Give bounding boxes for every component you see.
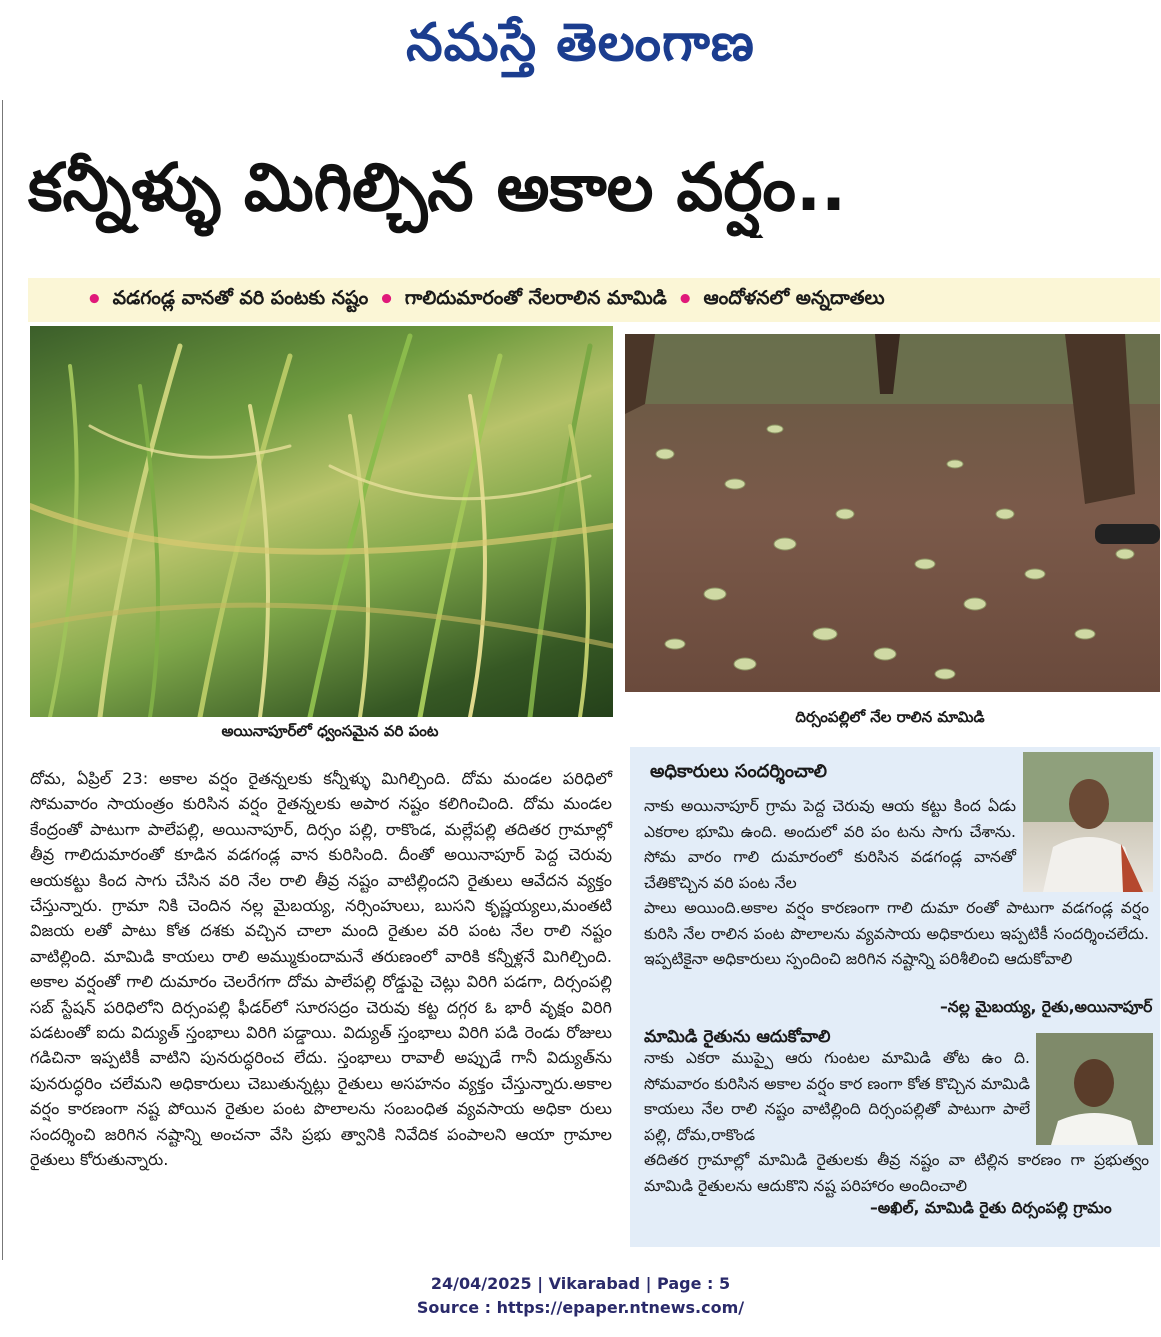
subheadline-item: ఆందోళనలో అన్నదాతలు bbox=[703, 286, 885, 309]
sidebar-heading-2: మామిడి రైతును ఆదుకోవాలి bbox=[644, 1027, 831, 1047]
subheadline-item: గాలిదుమారంతో నేలరాలిన మామిడి bbox=[404, 286, 667, 309]
article-text: దోమ, ఏప్రిల్ 23: అకాల వర్షం రైతన్నలకు కన్నీళ్ళు మిగిల్చింది. దోమ మండల పరిధిలో సోమవారం సాయంత్రం కురిసిన వర్షం రైతన్నలకు అపార నష్టం కలిగించింది. దోమ మండల కేంద్రంతో పాటుగా పాలేపల్లి, అయినాపూర్, దిర్సం పల్లి, రాకొండ, మల్లేపల్లి తదితర గ్రామాల్లో తీవ్ర గాలిదుమారంతో కూడిన వడగండ్ల వాన కురిసింది. దీంతో అయినాపూర్ పెద్ద చెరువు ఆయకట్టు కింద సాగు చేసిన వరి నేల రాలి తీవ్ర నష్టం వాటిల్లిందని రైతులు ఆవేదన వ్యక్తం చేస్తున్నారు. గ్రామా నికి చెందిన నల్ల మైబయ్య, నర్సింహులు, బుసని కృష్ణయ్యలు,మంతటి విజయ లతో పాటు కోత దశకు వచ్చిన చాలా మంది రైతుల వరి పంట నేల రాలి నష్టం వాటిల్లింది. మామిడి కాయలు రాలి అమ్ముకుందామనే తరుణంలో వారికి కన్నీళ్లనే మిగిల్చింది. అకాల వర్షంతో గాలి దుమారం చెలరేగగా దోమ పాలేపల్లి రోడ్డుపై చెట్లు విరిగి పడగా, దిర్సంపల్లి సబ్ స్టేషన్ పరిధిలోని దిర్సంపల్లి ఫీడర్‌లో సూరసద్రం చెరువు కట్ట దగ్గర ఓ భారీ వృక్షం విరిగి పడటంతో ఐదు విద్యుత్ స్తంభాలు విరిగి పడ్డాయి. విద్యుత్ స్తంభాలు విరిగి పడి రెండు రోజులు గడిచినా ఇప్పటికీ వాటిని పునరుద్ధరించ లేదు. స్తంభాలు రావాలీ అప్పుడే గానీ విద్యుత్‌ను పునరుద్ధరిం చలేమని అధికారులు చెబుతున్నట్లు రైతులు అసహనం వ్యక్తం చేస్తున్నారు.అకాల వర్షం కారణంగా నష్ట పోయిన రైతుల పంట పొలాలను సంబంధిత వ్యవసాయ అధికా రులు సందర్శించి జరిగిన నష్టాన్ని అంచనా వేసి ప్రభు త్వానికి నివేదిక పంపాలని ఆయా గ్రామాల రైతులు కోరుతున్నారు. bbox=[30, 769, 612, 1170]
rice-photo-caption: అయినాపూర్‌లో ధ్వంసమైన వరి పంట bbox=[221, 722, 439, 740]
footer-source-link[interactable]: Source : https://epaper.ntnews.com/ bbox=[416, 1298, 745, 1317]
mango-photo-caption: దిర్సంపల్లిలో నేల రాలిన మామిడి bbox=[795, 708, 985, 726]
quote-1-byline: –నల్ల మైబయ్య, రైతు,అయినాపూర్ bbox=[940, 998, 1153, 1016]
article-body bbox=[30, 766, 612, 1242]
quote-1-upper: నాకు అయినాపూర్ గ్రామ పెద్ద చెరువు ఆయ కట్టు కింద ఏడు ఎకరాల భూమి ఉంది. అందులో వరి పం టను సాగు చేశాను. సోమ వారం గాలి దుమారంలో కురిసిన వడగండ్ల వానతో చేతికొచ్చిన వరి పంట నేల bbox=[644, 797, 1016, 892]
bullet-icon: • bbox=[86, 285, 103, 315]
bullet-icon: • bbox=[378, 285, 395, 315]
rice-field-photo bbox=[30, 326, 613, 717]
quote-2-upper: నాకు ఎకరా ముప్పై ఆరు గుంటల మామిడి తోట ఉం ది. సోమవారం కురిసిన అకాల వర్షం కార ణంగా కోత కొచ్చిన మామిడి కాయలు నేల రాలి నష్టం వాటిల్లింది దిర్సంపల్లితో పాటుగా పాలే పల్లి, దోమ,రాకొండ bbox=[644, 1049, 1030, 1144]
bullet-icon: • bbox=[676, 285, 694, 315]
farmer-quotes-box bbox=[630, 747, 1160, 1247]
fallen-mangoes-photo bbox=[625, 334, 1160, 692]
page-footer bbox=[0, 1272, 1161, 1320]
newspaper-masthead: నమస్తే తెలంగాణ bbox=[406, 12, 755, 73]
headline: కన్నీళ్ళు మిగిల్చిన అకాల వర్షం.. bbox=[28, 149, 847, 226]
fallen-mangoes-image bbox=[625, 334, 1160, 692]
farmer-portrait-1-image bbox=[1023, 752, 1153, 892]
farmer-portrait-1 bbox=[1023, 752, 1153, 892]
footer-date-edition: 24/04/2025 | Vikarabad | Page : 5 bbox=[430, 1274, 731, 1293]
quote-2-lower: తదితర గ్రామాల్లో మామిడి రైతులకు తీవ్ర నష్టం వా టిల్లిన కారణం గా ప్రభుత్వం మామిడి రైతులను ఆదుకొని నష్ట పరిహారం అందించాలి bbox=[644, 1151, 1149, 1195]
page-border bbox=[2, 100, 3, 1260]
subheadline-item: వడగండ్ల వానతో వరి పంటకు నష్టం bbox=[112, 286, 369, 309]
subheadline-strip bbox=[28, 278, 1160, 322]
quote-2-byline: –అఖిల్, మామిడి రైతు దిర్సంపల్లి గ్రామం bbox=[870, 1199, 1112, 1217]
farmer-portrait-2-image bbox=[1036, 1033, 1153, 1145]
quote-1-lower: పాలు అయింది.అకాల వర్షం కారణంగా గాలి దుమా రంతో పాటుగా వడగండ్ల వర్షం కురిసి నేల రాలిన పంట పొలాలను వ్యవసాయ అధికారులు ఇప్పటికీ సందర్శించలేదు. ఇప్పటికైనా అధికారులు స్పందించి జరిగిన నష్టాన్ని పరిశీలించి ఆదుకోవాలి bbox=[644, 899, 1149, 969]
sidebar-heading-1: అధికారులు సందర్శించాలి bbox=[650, 761, 827, 782]
rice-field-image bbox=[30, 326, 613, 717]
farmer-portrait-2 bbox=[1036, 1033, 1153, 1145]
